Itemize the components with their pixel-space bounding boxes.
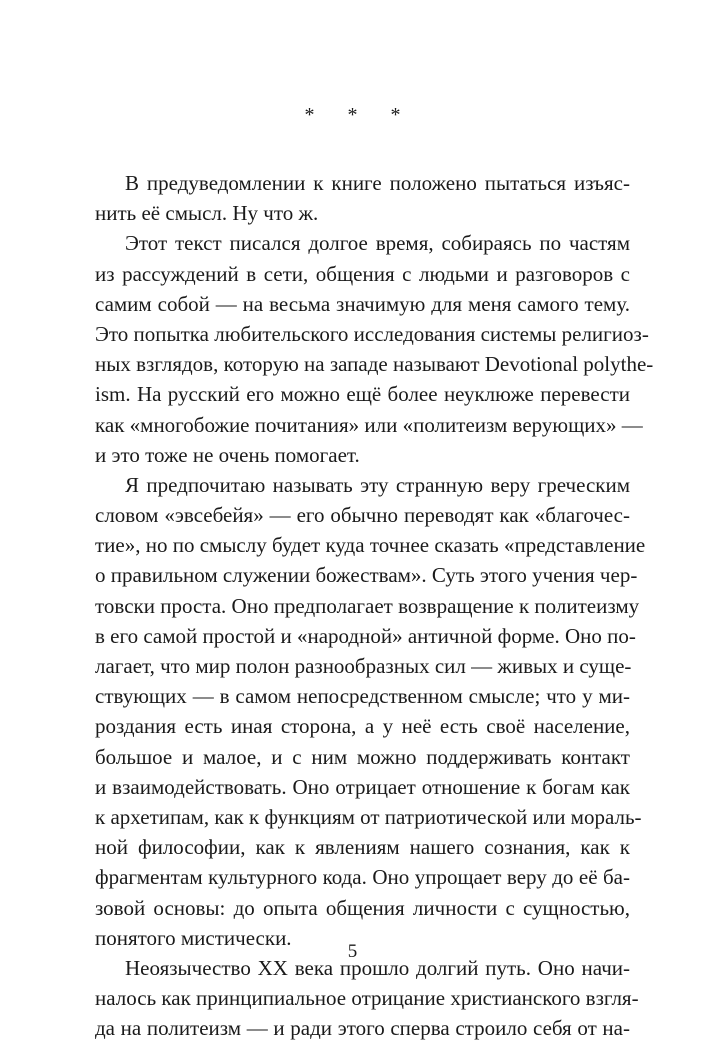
paragraph xyxy=(95,228,654,470)
text-line: из рассуждений в сети, общения с людьми и разговоров с xyxy=(95,261,630,286)
text-line: нить её смысл. Ну что ж. xyxy=(95,201,319,226)
text-line: зовой основы: до опыта общения личности с сущностью, xyxy=(95,895,630,920)
section-separator: * * * xyxy=(304,104,415,126)
page-number: 5 xyxy=(347,941,358,962)
text-line: большое и малое, и с ним можно поддерживать контакт xyxy=(95,744,630,769)
text-line: Я предпочитаю называть эту странную веру греческим xyxy=(125,472,630,497)
text-line: В предуведомлении к книге положено пытаться изъяс- xyxy=(125,171,630,195)
text-line: лагает, что мир полон разнообразных сил — живых и суще- xyxy=(95,654,632,678)
text-line: тие», но по смыслу будет куда точнее сказать «представление xyxy=(95,533,646,558)
paragraph xyxy=(95,168,630,228)
text-line: как «многобожие почитания» или «политеизм верующих» — xyxy=(95,412,643,437)
text-line: ствующих — в самом непосредственном смысле; что у ми- xyxy=(95,684,630,709)
text-line: понятого мистически. xyxy=(95,925,292,950)
text-line: Неоязычество XX века прошло долгий путь. Оно начи- xyxy=(125,955,630,980)
text-line: о правильном служении божествам». Суть этого учения чер- xyxy=(95,563,638,588)
body-text xyxy=(95,168,654,1043)
text-line: фрагментам культурного кода. Оно упрощает веру до её ба- xyxy=(95,865,630,890)
text-line: налось как принципиальное отрицание христианского взгля- xyxy=(95,986,639,1011)
text-line: в его самой простой и «народной» античной форме. Оно по- xyxy=(95,623,636,648)
text-line: самим собой — на весьма значимую для меня самого тему. xyxy=(95,291,630,316)
text-line: товски проста. Оно предполагает возвращение к политеизму xyxy=(95,593,640,618)
text-line: да на политеизм — и ради этого сперва строило себя от на- xyxy=(95,1016,630,1041)
text-line: к архетипам, как к функциям от патриотической или мораль- xyxy=(95,804,642,829)
paragraph xyxy=(95,953,639,1043)
paragraph xyxy=(95,470,646,953)
text-line: и это тоже не очень помогает. xyxy=(95,442,360,467)
text-line: Этот текст писался долгое время, собираясь по частям xyxy=(125,231,630,256)
text-line: Это попытка любительского исследования системы религиоз- xyxy=(95,321,649,346)
text-line: и взаимодействовать. Оно отрицает отношение к богам как xyxy=(95,774,630,799)
text-line: словом «эвсебейя» — его обычно переводят как «благочес- xyxy=(95,503,630,528)
text-line: ism. На русский его можно ещё более неуклюже перевести xyxy=(95,382,630,407)
text-line: роздания есть иная сторона, а у неё есть своё население, xyxy=(95,714,630,739)
text-line: ной философии, как к явлениям нашего сознания, как к xyxy=(95,835,630,860)
text-line: ных взглядов, которую на западе называют Devotional polythe- xyxy=(95,352,654,377)
